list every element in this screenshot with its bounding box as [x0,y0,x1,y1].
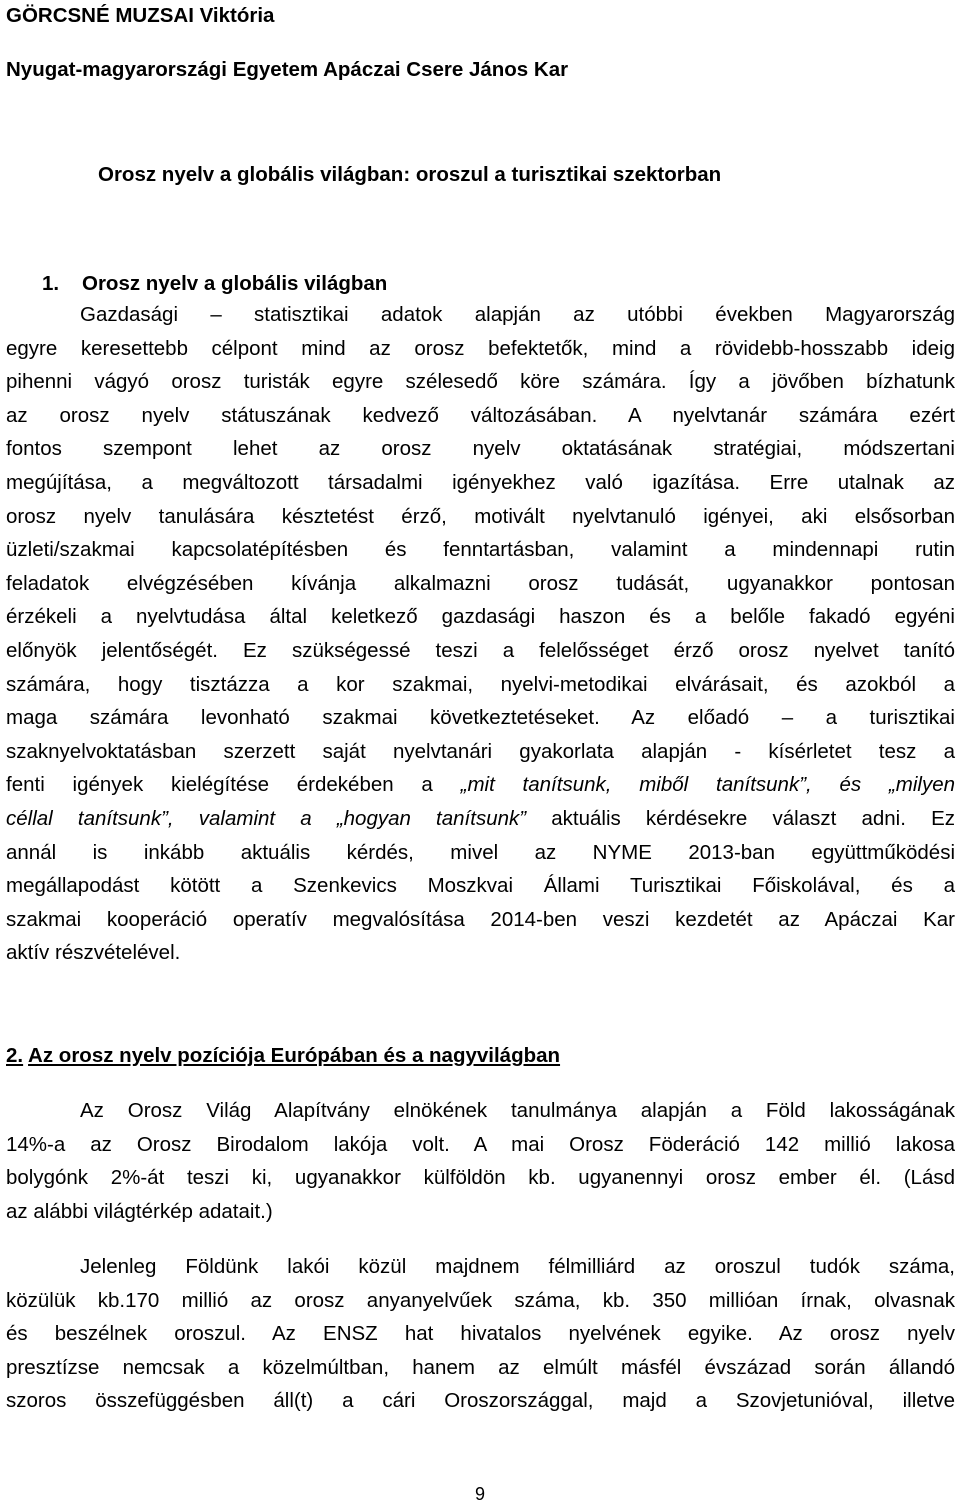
text-line: érzékeli a nyelvtudása által keletkező gazdasági haszon és a belőle fakadó egyéni [6,605,955,629]
text-line: számára, hogy tisztázza a kor szakmai, nyelvi-metodikai elvárásait, és azokból a [6,672,955,696]
text-span: fenti igények kielégítése érdekében a [6,773,461,797]
text-line [6,802,955,836]
text-span: aktuális kérdésekre választ adni. Ez [526,806,956,830]
text-line: pihenni vágyó orosz turisták egyre szélesedő köre számára. Így a jövőben bízhatunk [6,370,955,394]
italic-span: céllal tanítsunk”, valamint a „hogyan tanítsunk” [6,806,527,830]
text-line: megújítása, a megváltozott társadalmi igényekhez való igazítása. Erre utalnak az [6,470,955,494]
section-2-heading [6,1044,560,1068]
text-line: 14%-a az Orosz Birodalom lakója volt. A mai Orosz Föderáció 142 millió lakosa [6,1132,955,1156]
section-2-number: 2. [6,1044,24,1067]
author-name: GÖRCSNÉ MUZSAI Viktória [6,4,275,27]
text-line: Gazdasági – statisztikai adatok alapján az utóbbi években Magyarország [80,303,955,326]
text-line: aktív részvételével. [6,941,181,965]
section-1-heading [42,272,387,296]
text-line: orosz nyelv tanulására késztetést érző, motivált nyelvtanuló igényei, aki elsősorban [6,504,955,528]
institution-name: Nyugat-magyarországi Egyetem Apáczai Csere János Kar [6,58,569,81]
text-line: szakmai kooperáció operatív megvalósítása 2014-ben veszi kezdetét az Apáczai Kar [6,907,955,931]
section-1-title: Orosz nyelv a globális világban [82,272,388,295]
document-title: Orosz nyelv a globális világban: oroszul a turisztikai szektorban [98,163,722,186]
text-line: Az Orosz Világ Alapítvány elnökének tanulmánya alapján a Föld lakosságának [80,1099,955,1122]
text-line: bolygónk 2%-át teszi ki, ugyanakkor külföldön kb. ugyanennyi orosz ember él. (Lásd [6,1166,955,1190]
text-line [6,768,955,802]
text-line: előnyök jelentőségét. Ez szükségessé teszi a felelősséget érző orosz nyelvet tanító [6,638,955,662]
section-1-paragraph [6,298,955,970]
text-line: fontos szempont lehet az orosz nyelv oktatásának stratégiai, módszertani [6,437,955,461]
section-1-number: 1. [42,272,60,295]
text-line: Jelenleg Földünk lakói közül majdnem félmilliárd az oroszul tudók száma, [80,1255,955,1278]
italic-span: „mit tanítsunk, miből tanítsunk”, és „milyen [460,773,955,797]
text-line: feladatok elvégzésében kívánja alkalmazni orosz tudását, ugyanakkor pontosan [6,571,955,595]
text-line: presztízse nemcsak a közelmúltban, hanem az elmúlt másfél évszázad során állandó [6,1355,955,1379]
text-line: szoros összefüggésben áll(t) a cári Oroszországgal, majd a Szovjetunióval, illetve [6,1389,955,1413]
text-line: az alábbi világtérkép adatait.) [6,1199,273,1223]
text-line: üzleti/szakmai kapcsolatépítésben és fenntartásban, valamint a mindennapi rutin [6,538,955,562]
text-line: az orosz nyelv státuszának kedvező változásában. A nyelvtanár számára ezért [6,403,955,427]
section-2-paragraph-2 [6,1250,955,1418]
page-number: 9 [474,1484,485,1504]
text-line: és beszélnek oroszul. Az ENSZ hat hivatalos nyelvének egyike. Az orosz nyelv [6,1322,955,1346]
text-line: annál is inkább aktuális kérdés, mivel az NYME 2013-ban együttműködési [6,840,955,864]
section-2-paragraph-1 [6,1094,955,1228]
text-line: megállapodást kötött a Szenkevics Moszkvai Állami Turisztikai Főiskolával, és a [6,874,955,898]
text-line: maga számára levonható szakmai következtetéseket. Az előadó – a turisztikai [6,706,955,730]
text-line: egyre keresettebb célpont mind az orosz befektetők, mind a rövidebb-hosszabb ideig [6,336,955,360]
section-2-title: Az orosz nyelv pozíciója Európában és a nagyvilágban [28,1044,561,1067]
text-line: szaknyelvoktatásban szerzett saját nyelvtanári gyakorlata alapján - kísérletet tesz a [6,739,955,763]
text-line: közülük kb.170 millió az orosz anyanyelvűek száma, kb. 350 millióan írnak, olvasnak [6,1288,955,1312]
